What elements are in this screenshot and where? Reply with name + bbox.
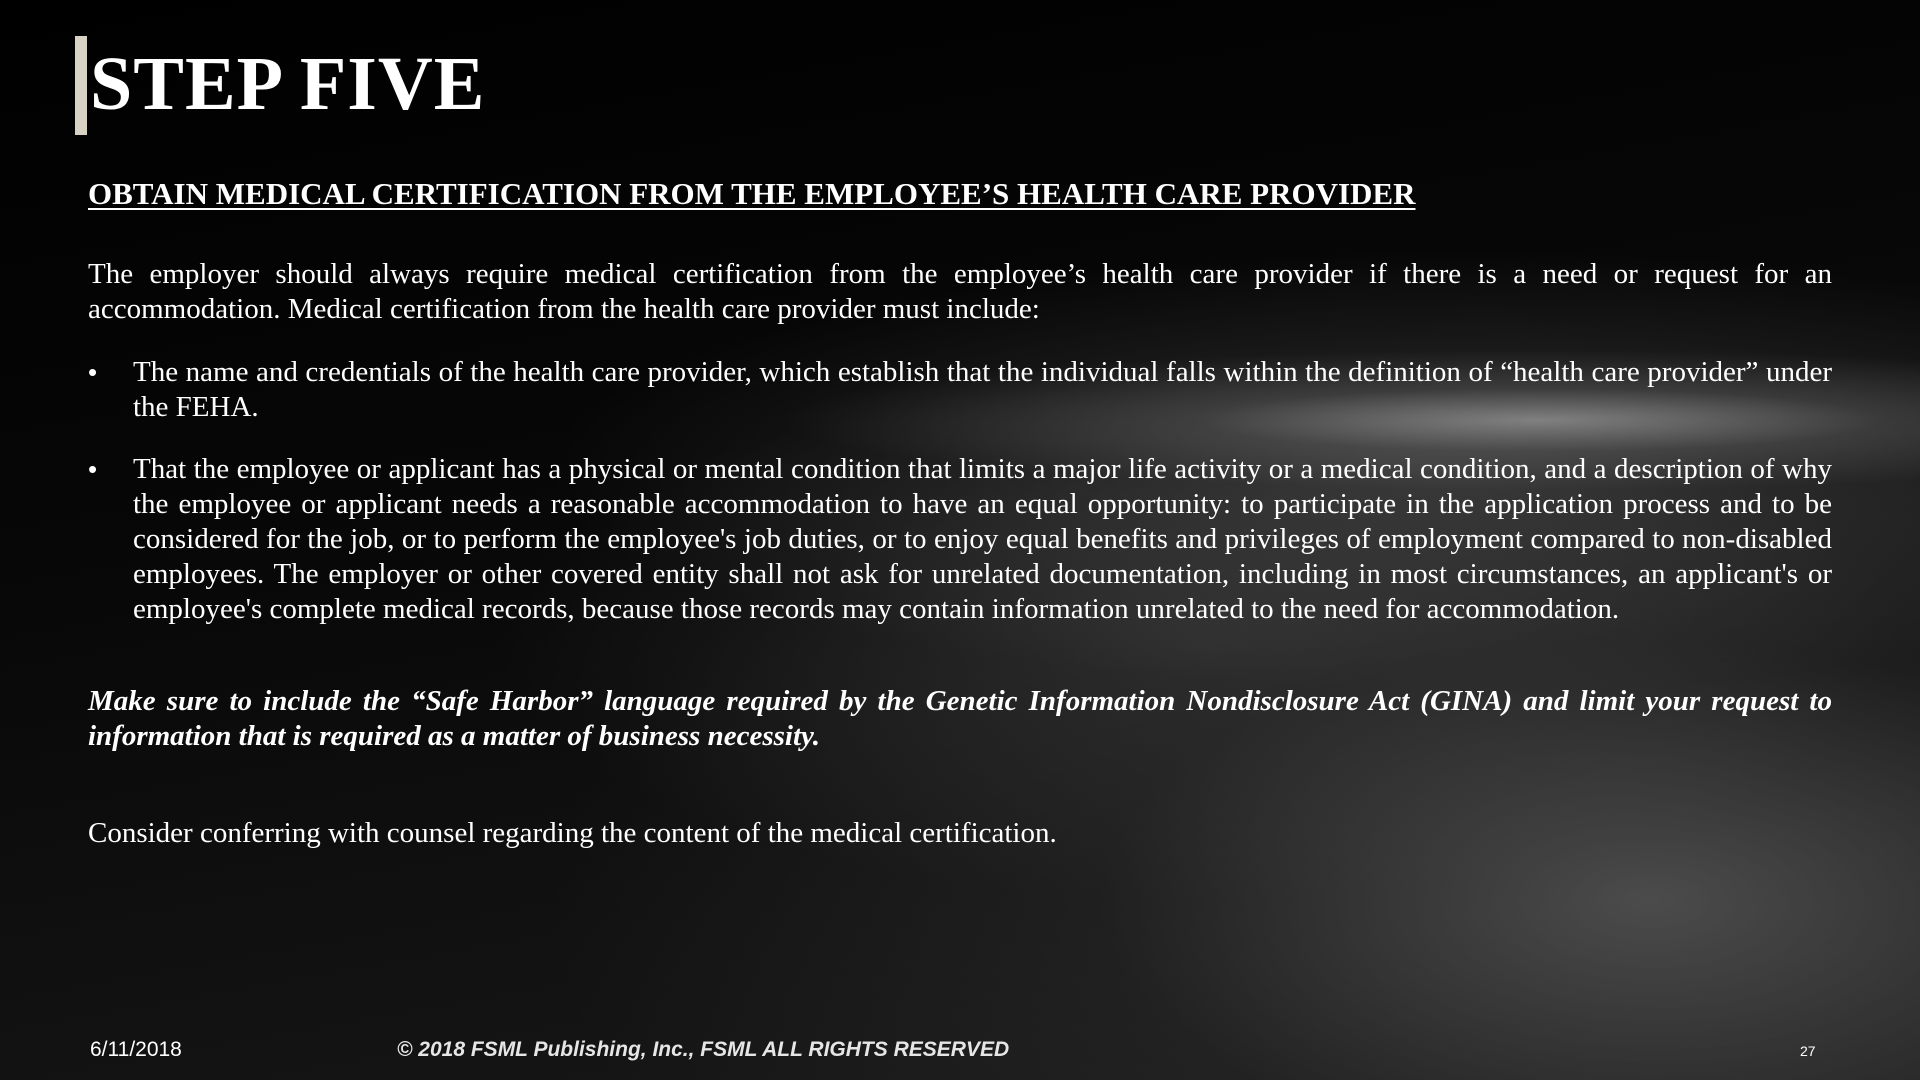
- bullet-icon: •: [88, 454, 98, 484]
- slide-title: STEP FIVE: [90, 42, 486, 126]
- section-heading: OBTAIN MEDICAL CERTIFICATION FROM THE EMPLOYEE’S HEALTH CARE PROVIDER: [88, 176, 1416, 211]
- requirements-list: [88, 355, 1832, 627]
- list-item-text: The name and credentials of the health care provider, which establish that the individual falls within the definition of “health care provider” under the FEHA.: [133, 356, 1832, 423]
- gina-note: Make sure to include the “Safe Harbor” language required by the Genetic Information Nondisclosure Act (GINA) and limit your request to information that is required as a matter of business necessity.: [88, 685, 1832, 752]
- footer-date: 6/11/2018: [90, 1038, 182, 1061]
- slide-number: 27: [1800, 1043, 1816, 1059]
- title-accent-bar: [75, 36, 87, 135]
- closing-note: Consider conferring with counsel regarding the content of the medical certification.: [88, 817, 1057, 849]
- slide-content: [88, 174, 1832, 851]
- list-item-text: That the employee or applicant has a physical or mental condition that limits a major life activity or a medical condition, and a description of why the employee or applicant needs a reasonable accommodation to have an equal opportunity: to participate in the application process and to be considered for the job, or to perform the employee's job duties, or to enjoy equal benefits and privileges of employment compared to non-disabled employees. The employer or other covered entity shall not ask for unrelated documentation, including in most circumstances, an applicant's or employee's complete medical records, because those records may contain information unrelated to the need for accommodation.: [133, 453, 1832, 625]
- bullet-icon: •: [88, 357, 98, 387]
- list-item: [88, 452, 1832, 627]
- footer-copyright: © 2018 FSML Publishing, Inc., FSML ALL RIGHTS RESERVED: [397, 1038, 1010, 1061]
- intro-paragraph: The employer should always require medical certification from the employee’s health care provider if there is a need or request for an accommodation. Medical certification from the health care provider must include:: [88, 258, 1832, 325]
- list-item: [88, 355, 1832, 425]
